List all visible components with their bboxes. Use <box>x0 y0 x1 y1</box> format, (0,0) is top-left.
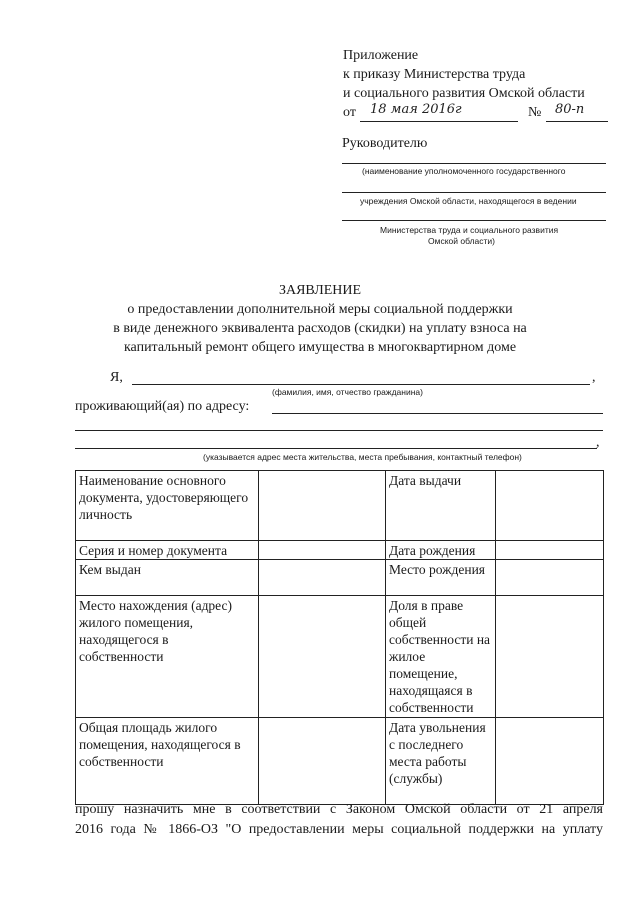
birth-place-label: Место рождения <box>386 560 496 596</box>
addressee-line-2 <box>342 192 606 193</box>
body-line-1: прошу назначить мне в соответствии с Законом Омской области от 21 апреля <box>75 802 603 817</box>
number-underline <box>546 121 608 122</box>
total-area-value[interactable] <box>259 718 386 805</box>
table-row <box>76 560 604 596</box>
table-row <box>76 718 604 805</box>
document-number-value[interactable] <box>259 541 386 560</box>
table-row <box>76 471 604 541</box>
addressee-hint-4: Омской области) <box>428 236 495 246</box>
document-type-value[interactable] <box>259 471 386 541</box>
dismissal-date-value[interactable] <box>496 718 604 805</box>
name-field-line[interactable] <box>132 384 590 385</box>
name-comma: , <box>592 370 596 385</box>
document-number-label: Серия и номер документа <box>76 541 259 560</box>
date-handwritten: 18 мая 2016г <box>370 102 462 117</box>
total-area-label: Общая площадь жилого помещения, находящегося в собственности <box>76 718 259 805</box>
address-label: проживающий(ая) по адресу: <box>75 399 250 414</box>
birth-date-value[interactable] <box>496 541 604 560</box>
name-hint: (фамилия, имя, отчество гражданина) <box>272 387 423 397</box>
applicant-info-table <box>75 470 604 805</box>
address-field-line-2[interactable] <box>75 430 603 431</box>
header-line-1: Приложение <box>343 48 419 63</box>
dismissal-date-label: Дата увольнения с последнего места работы (службы) <box>386 718 496 805</box>
issued-by-value[interactable] <box>259 560 386 596</box>
property-address-label: Место нахождения (адрес) жилого помещения, находящегося в собственности <box>76 596 259 718</box>
title-line-3: капитальный ремонт общего имущества в многоквартирном доме <box>123 340 517 355</box>
address-field-line-1[interactable] <box>272 413 603 414</box>
title-line-1: о предоставлении дополнительной меры социальной поддержки <box>127 302 513 317</box>
addressee-hint-3: Министерства труда и социального развития <box>380 225 559 235</box>
birth-place-value[interactable] <box>496 560 604 596</box>
title-line-2: в виде денежного эквивалента расходов (скидки) на уплату взноса на <box>113 321 527 336</box>
body-line-2: 2016 года № 1866-ОЗ "О предоставлении меры социальной поддержки на уплату <box>75 822 603 837</box>
birth-date-label: Дата рождения <box>386 541 496 560</box>
addressee-hint-2: учреждения Омской области, находящегося в ведении <box>360 196 577 206</box>
addressee-hint-1: (наименование уполномоченного государственного <box>362 166 566 176</box>
table-row <box>76 541 604 560</box>
address-field-line-3[interactable] <box>75 448 597 449</box>
i-label: Я, <box>110 370 123 385</box>
issued-by-label: Кем выдан <box>76 560 259 596</box>
addressee-line-3 <box>342 220 606 221</box>
date-underline <box>360 121 518 122</box>
table-row <box>76 596 604 718</box>
document-type-label: Наименование основного документа, удостоверяющего личность <box>76 471 259 541</box>
ownership-share-value[interactable] <box>496 596 604 718</box>
ownership-share-label: Доля в праве общей собственности на жилое помещение, находящаяся в собственности <box>386 596 496 718</box>
issue-date-label: Дата выдачи <box>386 471 496 541</box>
document-heading: ЗАЯВЛЕНИЕ <box>278 283 362 298</box>
property-address-value[interactable] <box>259 596 386 718</box>
address-hint: (указывается адрес места жительства, места пребывания, контактный телефон) <box>203 452 522 462</box>
date-prefix: от <box>343 105 356 120</box>
header-line-2: к приказу Министерства труда <box>343 67 526 82</box>
addressee-label: Руководителю <box>342 136 428 151</box>
issue-date-value[interactable] <box>496 471 604 541</box>
addressee-line-1 <box>342 163 606 164</box>
address-comma: , <box>596 435 600 450</box>
number-prefix: № <box>528 105 542 120</box>
header-line-3: и социального развития Омской области <box>343 86 585 101</box>
number-handwritten: 80-п <box>555 102 585 117</box>
